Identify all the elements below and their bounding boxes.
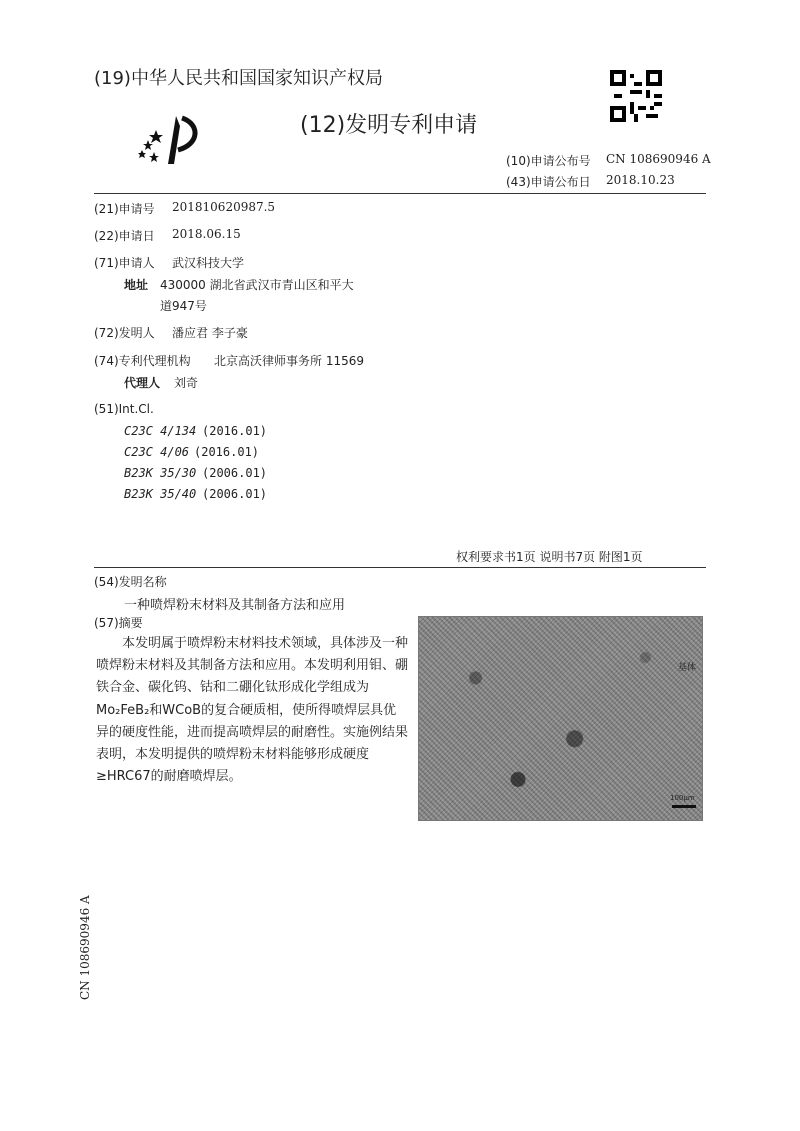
address-line1: 430000 湖北省武汉市青山区和平大: [160, 278, 354, 292]
address-label: 地址: [124, 278, 149, 292]
intcl-version: (2016.01): [194, 445, 260, 459]
intcl-code: C23C 4/06: [124, 445, 190, 459]
intcl-code: C23C 4/134: [124, 424, 197, 438]
intcl-version: (2006.01): [202, 487, 268, 501]
publication-date-label: (43)申请公布日: [506, 175, 591, 189]
agency-label: (74)专利代理机构: [94, 354, 191, 368]
agent: 刘奇: [174, 376, 199, 390]
invention-title-label: (54)发明名称: [94, 575, 167, 589]
application-number: 201810620987.5: [172, 200, 276, 214]
scale-bar: [672, 805, 696, 808]
application-date: 2018.06.15: [172, 227, 241, 241]
inventor-label: (72)发明人: [94, 326, 155, 340]
intcl-version: (2006.01): [202, 466, 268, 480]
section-divider: [94, 567, 706, 568]
publication-number: CN 108690946 A: [606, 152, 711, 166]
applicant-label: (71)申请人: [94, 256, 155, 270]
authority-title: (19)中华人民共和国国家知识产权局: [94, 68, 383, 89]
header-divider: [94, 193, 706, 194]
abstract-label: (57)摘要: [94, 616, 143, 630]
intcl-code: B23K 35/30: [124, 466, 197, 480]
application-number-label: (21)申请号: [94, 202, 155, 216]
applicant: 武汉科技大学: [172, 256, 245, 270]
inventors: 潘应君 李子豪: [172, 326, 248, 340]
agency: 北京高沃律师事务所 11569: [214, 354, 364, 368]
application-date-label: (22)申请日: [94, 229, 155, 243]
micrograph-figure: [418, 616, 703, 821]
scale-text: 100μm: [670, 794, 695, 802]
cnipa-logo: [128, 110, 208, 170]
intcl-version: (2016.01): [202, 424, 268, 438]
pages-info: 权利要求书1页 说明书7页 附图1页: [456, 550, 643, 564]
intcl-code: B23K 35/40: [124, 487, 197, 501]
qr-code-icon: [610, 70, 662, 122]
side-publication-number: CN 108690946 A: [78, 895, 92, 1000]
agent-label: 代理人: [124, 376, 161, 390]
address-line2: 道947号: [160, 299, 207, 313]
figure-label-substrate: 基体: [678, 663, 697, 673]
publication-date: 2018.10.23: [606, 173, 675, 187]
document-type: (12)发明专利申请: [300, 113, 478, 138]
abstract-text: 本发明属于喷焊粉末材料技术领域，具体涉及一种喷焊粉末材料及其制备方法和应用。本发明利用钼、硼铁合金、碳化钨、钴和二硼化钛形成化学组成为Mo₂FeB₂和WCoB的复合硬质相，使所得喷焊层具优异的硬度性能，进而提高喷焊层的耐磨性。实施例结果表明，本发明提供的喷焊粉末材料能够形成硬度≥HRC67的耐磨喷焊层。: [96, 636, 409, 785]
publication-number-label: (10)申请公布号: [506, 154, 591, 168]
intcl-label: (51)Int.Cl.: [94, 402, 154, 416]
invention-title: 一种喷焊粉末材料及其制备方法和应用: [124, 598, 346, 613]
